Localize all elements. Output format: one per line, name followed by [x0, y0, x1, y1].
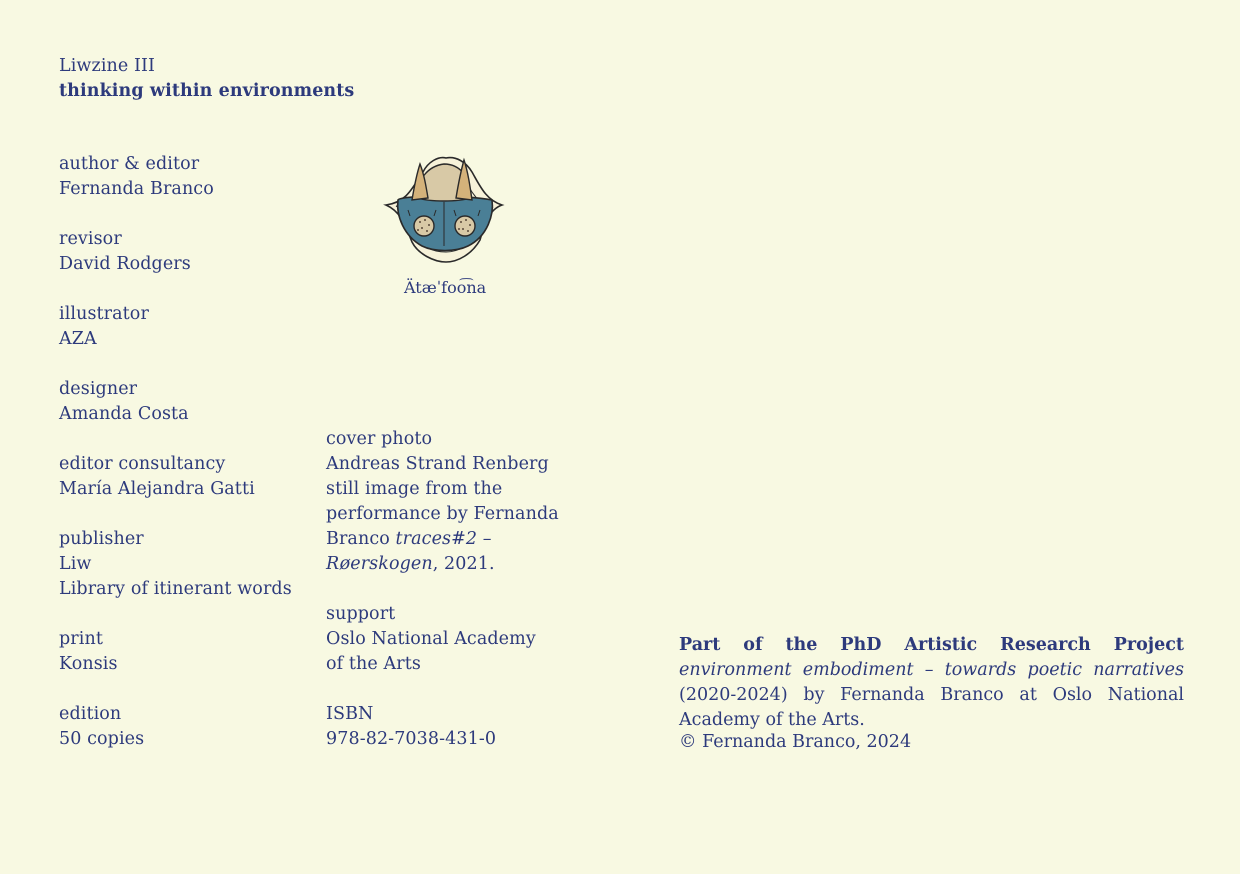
credit-role: author & editor — [59, 154, 200, 174]
cover-description: performance by Fernanda — [326, 504, 559, 524]
cover-work-title: traces#2 – — [395, 529, 492, 549]
cover-text: , 2021. — [432, 554, 495, 574]
credit-role: support — [326, 604, 396, 624]
project-note — [679, 633, 1184, 733]
creature-illustration — [368, 150, 520, 270]
credit-role: publisher — [59, 529, 144, 549]
credit-name: of the Arts — [326, 654, 421, 674]
project-note-lead: Part of the PhD Artistic Research Project — [679, 635, 1184, 655]
credit-name: 50 copies — [59, 729, 145, 749]
credit-name: Oslo National Academy — [326, 629, 536, 649]
credit-role: edition — [59, 704, 122, 724]
credit-role: print — [59, 629, 103, 649]
cover-description — [326, 552, 495, 577]
cover-work-title: Røerskogen — [326, 554, 433, 574]
credit-name: Andreas Strand Renberg — [326, 454, 549, 474]
credit-role: designer — [59, 379, 138, 399]
copyright: © Fernanda Branco, 2024 — [679, 732, 912, 752]
cover-text: Branco — [326, 529, 396, 549]
credit-name: Amanda Costa — [59, 404, 189, 424]
illustration-caption: Ätæˈfoo͡na — [404, 278, 487, 297]
cover-description — [326, 527, 492, 552]
subtitle: thinking within environments — [59, 81, 355, 101]
credit-role: ISBN — [326, 704, 374, 724]
credit-role: illustrator — [59, 304, 149, 324]
credit-name-extra: Library of itinerant words — [59, 579, 292, 599]
series-title: Liwzine III — [59, 56, 156, 76]
credit-role: editor consultancy — [59, 454, 226, 474]
credit-name: Fernanda Branco — [59, 179, 214, 199]
credit-role: cover photo — [326, 429, 433, 449]
credit-name: Konsis — [59, 654, 118, 674]
cover-description: still image from the — [326, 479, 503, 499]
credit-role: revisor — [59, 229, 122, 249]
isbn-number: 978-82-7038-431-0 — [326, 729, 497, 749]
project-note-rest: (2020-2024) by Fernanda Branco at Oslo National Academy of the Arts. — [679, 685, 1184, 730]
project-title: environment embodiment – towards poetic narratives — [679, 660, 1184, 680]
credit-name: AZA — [59, 329, 97, 349]
credit-name: Liw — [59, 554, 92, 574]
credit-name: David Rodgers — [59, 254, 191, 274]
credit-name: María Alejandra Gatti — [59, 479, 255, 499]
